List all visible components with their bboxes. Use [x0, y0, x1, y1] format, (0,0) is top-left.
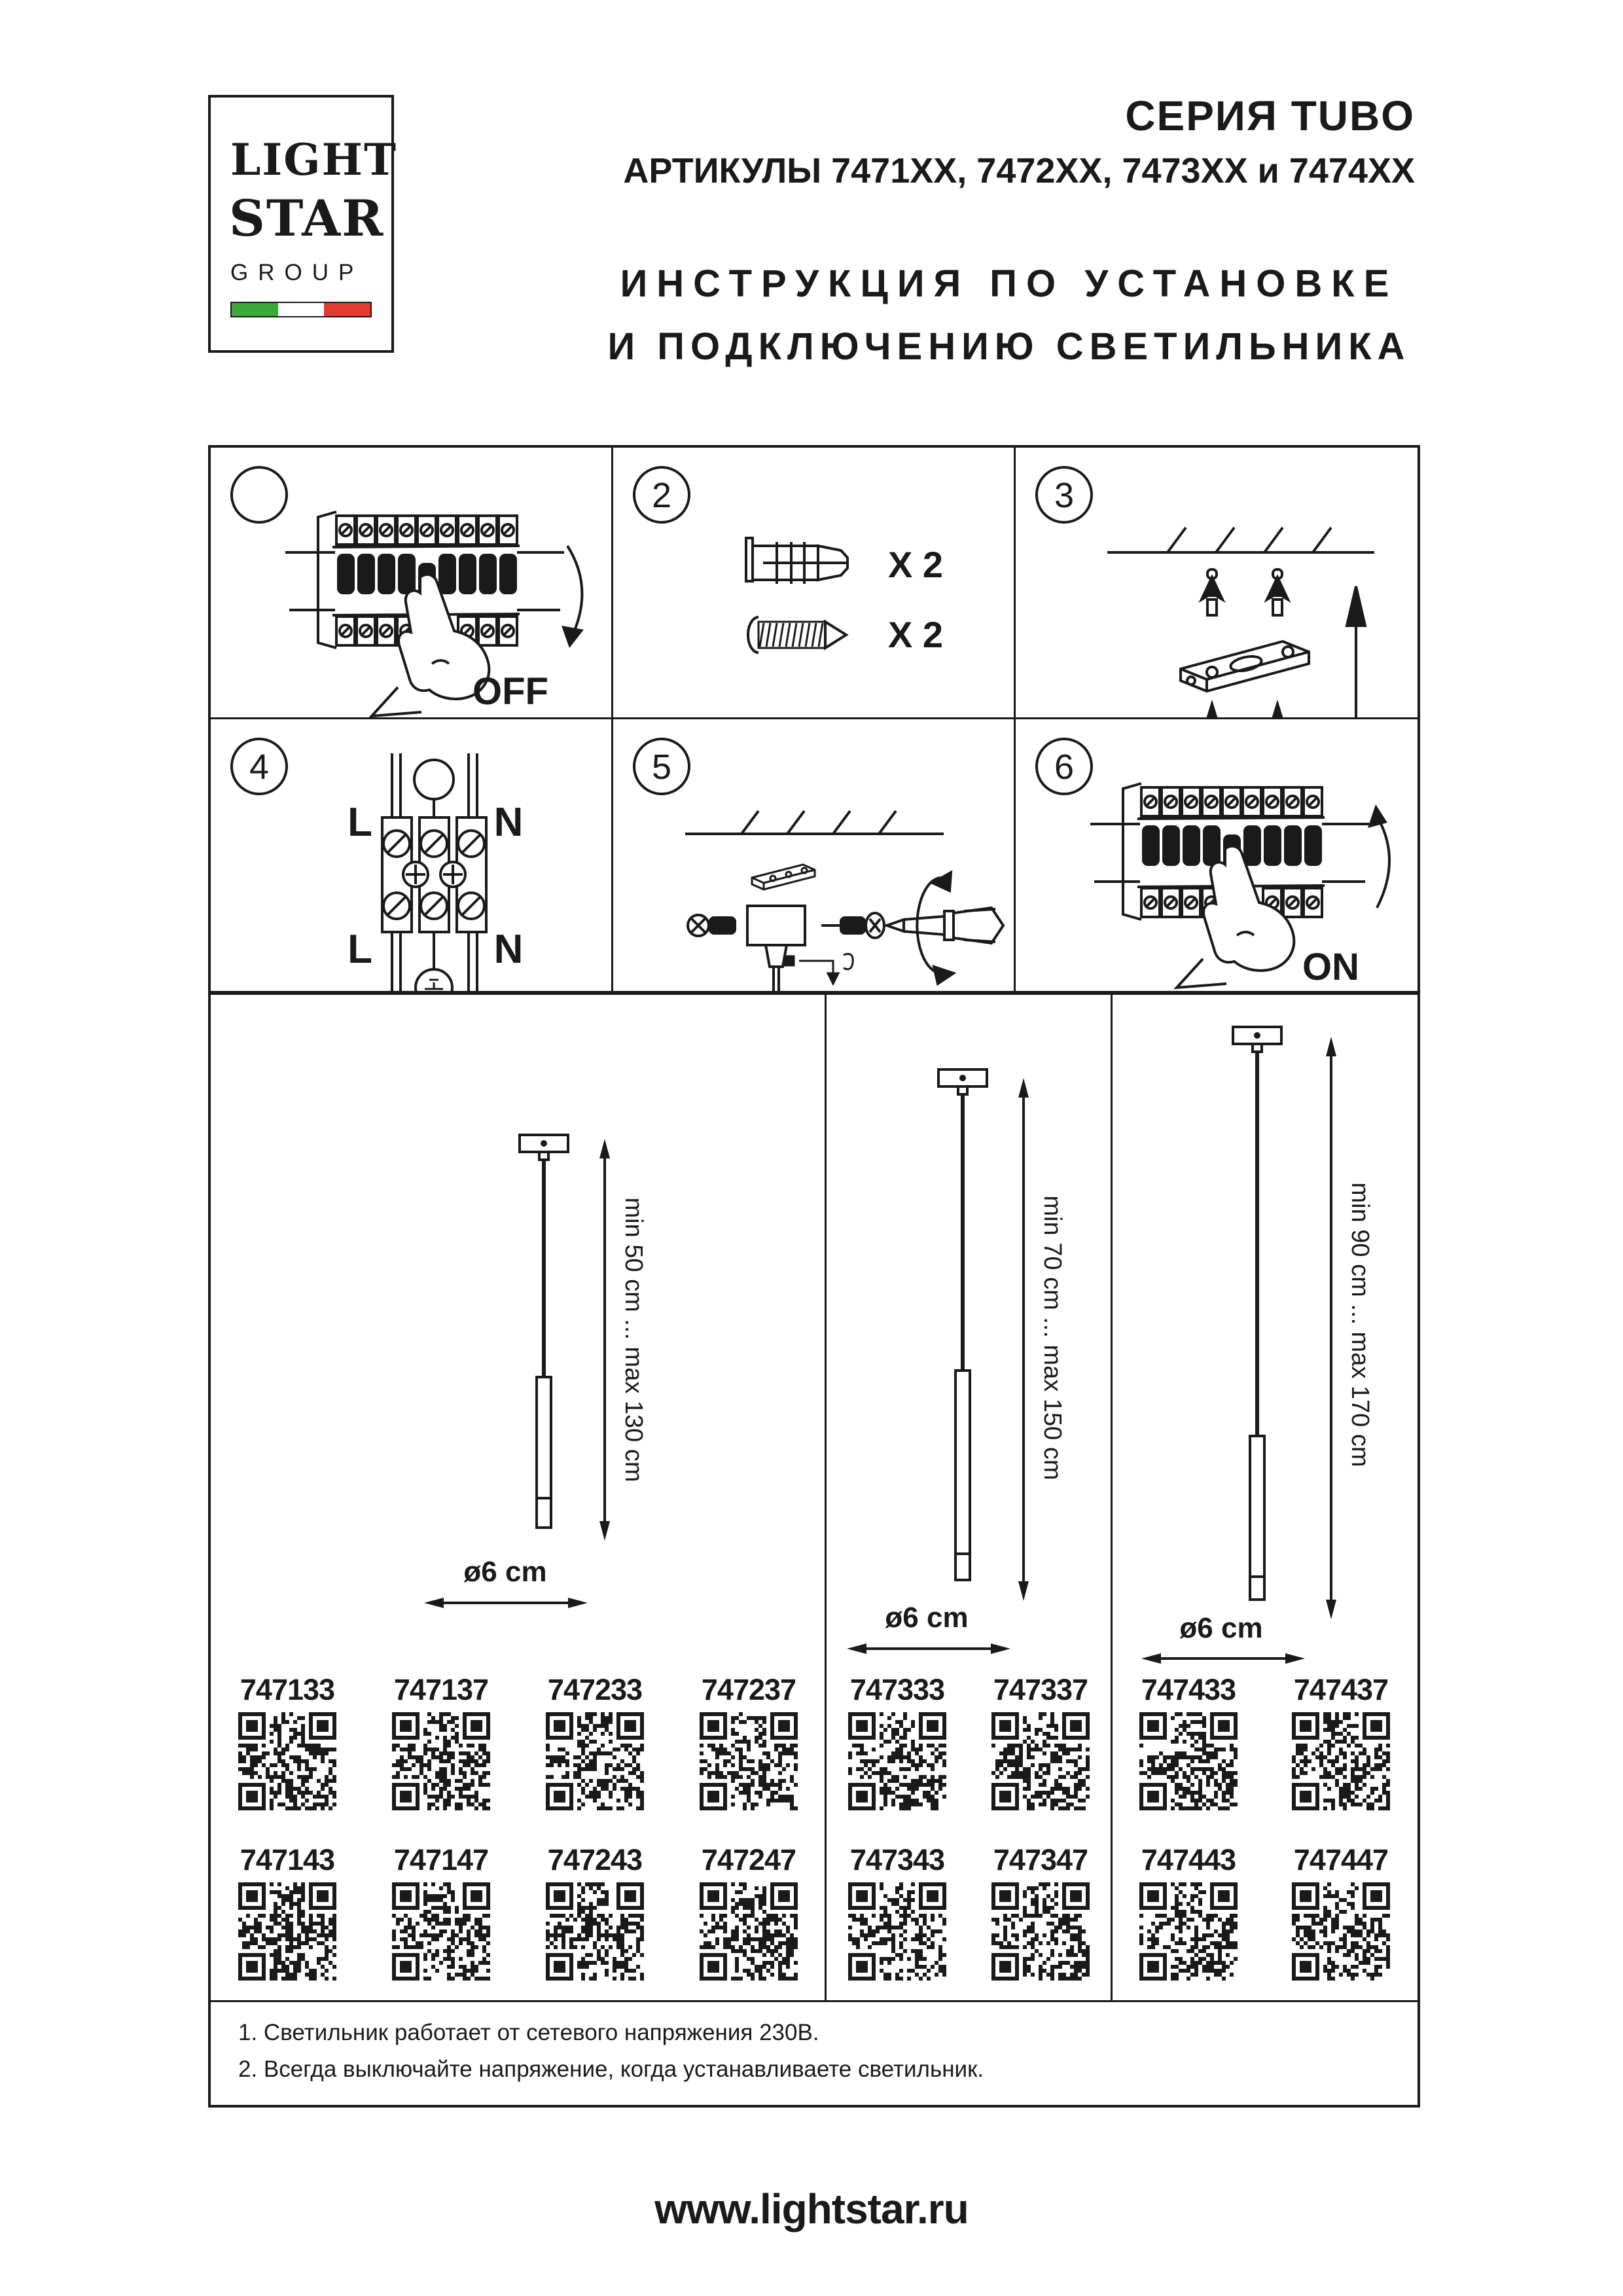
diameter-label: ø6 cm	[1179, 1612, 1263, 1644]
flag-white	[278, 303, 325, 316]
step2-hardware-illustration	[613, 448, 1014, 717]
ceiling-hatch	[685, 811, 944, 834]
divider	[1111, 995, 1113, 2000]
qr-code	[238, 1712, 336, 1810]
article-item	[974, 1673, 1107, 1814]
screw-qty-label: X 2	[888, 614, 944, 655]
note-2: 2. Всегда выключайте напряжение, когда устанавливаете светильник.	[238, 2056, 984, 2082]
qr-code	[546, 1882, 644, 1981]
qr-code	[991, 1882, 1090, 1981]
article-number: 747143	[240, 1843, 335, 1876]
ceiling-hatch	[1107, 528, 1374, 552]
qr-code	[848, 1882, 946, 1981]
step-number: 6	[1054, 747, 1075, 787]
height-range-label: min 50 cm ... max 130 cm	[620, 1197, 647, 1482]
article-number: 747433	[1141, 1673, 1236, 1706]
article-item	[974, 1843, 1107, 1984]
small-arrow-icon	[785, 954, 853, 984]
logo-word-light: LIGHT	[230, 134, 398, 185]
article-number: 747337	[993, 1673, 1088, 1706]
article-number: 747233	[547, 1673, 643, 1706]
instruction-title	[603, 253, 1415, 378]
dimension-arrow-vertical	[1018, 1078, 1029, 1601]
screwdriver-icon	[887, 908, 1003, 943]
neutral-label: N	[493, 800, 524, 845]
article-number: 747243	[547, 1843, 643, 1876]
qr-code	[1292, 1712, 1390, 1810]
pendant-lamp-diagram-3	[1115, 1017, 1403, 1672]
qr-code	[392, 1712, 490, 1810]
screw-icon	[748, 617, 846, 653]
wall-anchor-icon	[746, 538, 849, 584]
terminal-screws	[383, 831, 484, 919]
dimension-arrow-horizontal	[1141, 1653, 1305, 1664]
flag-red	[324, 303, 370, 316]
height-range-label: min 70 cm ... max 150 cm	[1039, 1195, 1066, 1480]
rotation-arrow-icon	[917, 872, 954, 984]
phillips-screws	[403, 862, 465, 887]
step4-terminal-block-illustration	[211, 719, 611, 992]
dimension-arrow-vertical	[599, 1139, 610, 1541]
step5-canopy-mounting-illustration	[613, 719, 1014, 992]
dimension-arrow-vertical	[1326, 1037, 1336, 1619]
article-number: 747137	[393, 1673, 489, 1706]
earth-icon	[425, 980, 443, 992]
terminal-block-icon	[382, 817, 486, 932]
logo-word-group: GROUP	[230, 260, 364, 285]
diameter-label: ø6 cm	[463, 1556, 547, 1588]
screw-icon	[821, 913, 884, 938]
step-number: 2	[651, 476, 672, 515]
diameter-label: ø6 cm	[885, 1602, 969, 1634]
logo-word-star: STAR	[229, 189, 385, 247]
article-number: 747133	[240, 1673, 335, 1706]
line-label: L	[348, 927, 372, 972]
article-number: 747347	[993, 1843, 1088, 1876]
arrow-up-icon	[1377, 816, 1389, 908]
pendant-lamp-diagram-2	[834, 1056, 1109, 1672]
step1-breaker-off-illustration	[211, 448, 611, 717]
instruction-title-line1: ИНСТРУКЦИЯ ПО УСТАНОВКЕ	[620, 262, 1399, 305]
qr-code	[1292, 1882, 1390, 1981]
qr-code	[546, 1712, 644, 1810]
instruction-title-line2: И ПОДКЛЮЧЕНИЮ СВЕТИЛЬНИКА	[607, 325, 1411, 368]
step3-bracket-mounting-illustration	[1016, 448, 1416, 717]
qr-code	[238, 1882, 336, 1981]
qr-code	[700, 1712, 798, 1810]
screw-icon	[688, 915, 735, 936]
article-item	[1122, 1843, 1255, 1984]
divider	[825, 995, 827, 2000]
article-item	[682, 1843, 815, 1984]
article-item	[1274, 1843, 1408, 1984]
mounting-bracket-icon	[752, 865, 815, 889]
step-number-badge	[232, 467, 287, 522]
article-number: 747247	[701, 1843, 796, 1876]
arrow-up-icon	[1347, 586, 1365, 717]
article-item	[830, 1843, 964, 1984]
step6-breaker-on-illustration	[1016, 719, 1416, 992]
instruction-grid	[208, 445, 1420, 2108]
article-number: 747343	[849, 1843, 945, 1876]
step-number: 5	[651, 747, 672, 787]
divider	[211, 2000, 1418, 2002]
qr-code	[392, 1882, 490, 1981]
line-label: L	[348, 800, 372, 845]
article-number: 747237	[701, 1673, 796, 1706]
article-item	[528, 1843, 662, 1984]
step-number: 4	[249, 747, 270, 787]
articles-subtitle: АРТИКУЛЫ 7471XX, 7472XX, 7473XX и 7474XX	[623, 151, 1415, 190]
on-label: ON	[1302, 946, 1359, 988]
article-number: 747443	[1141, 1843, 1236, 1876]
qr-code	[1139, 1712, 1238, 1810]
article-item	[1274, 1673, 1408, 1814]
qr-code	[1139, 1882, 1238, 1981]
qr-code	[991, 1712, 1090, 1810]
series-title: СЕРИЯ TUBO	[1125, 92, 1415, 139]
qr-code	[848, 1712, 946, 1810]
article-item	[221, 1843, 354, 1984]
neutral-label: N	[493, 927, 524, 972]
screw-icon	[1200, 703, 1289, 717]
article-item	[1122, 1673, 1255, 1814]
off-label: OFF	[473, 670, 548, 713]
canopy-icon	[747, 906, 805, 992]
article-number: 747437	[1293, 1673, 1389, 1706]
article-item	[682, 1673, 815, 1814]
arrow-down-icon	[567, 546, 582, 636]
anchor-qty-label: X 2	[888, 544, 944, 585]
step-number: 3	[1054, 476, 1075, 515]
dimension-arrow-horizontal	[847, 1643, 1010, 1654]
pendant-lamp-diagram-1	[408, 1122, 651, 1619]
lightstar-logo	[208, 95, 398, 353]
wall-anchor-icon	[1202, 569, 1288, 615]
note-1: 1. Светильник работает от сетевого напряжения 230В.	[238, 2020, 819, 2045]
article-number: 747147	[393, 1843, 489, 1876]
article-item	[374, 1843, 508, 1984]
qr-code	[700, 1882, 798, 1981]
article-item	[221, 1673, 354, 1814]
flag-green	[232, 303, 278, 316]
dimension-arrow-horizontal	[424, 1598, 588, 1608]
italian-flag-icon	[230, 302, 372, 317]
article-item	[528, 1673, 662, 1814]
website-url: www.lightstar.ru	[654, 2185, 969, 2233]
height-range-label: min 90 cm ... max 170 cm	[1346, 1182, 1374, 1467]
article-number: 747333	[849, 1673, 945, 1706]
article-item	[830, 1673, 964, 1814]
article-number: 747447	[1293, 1843, 1389, 1876]
article-item	[374, 1673, 508, 1814]
mounting-bracket-icon	[1181, 641, 1309, 691]
